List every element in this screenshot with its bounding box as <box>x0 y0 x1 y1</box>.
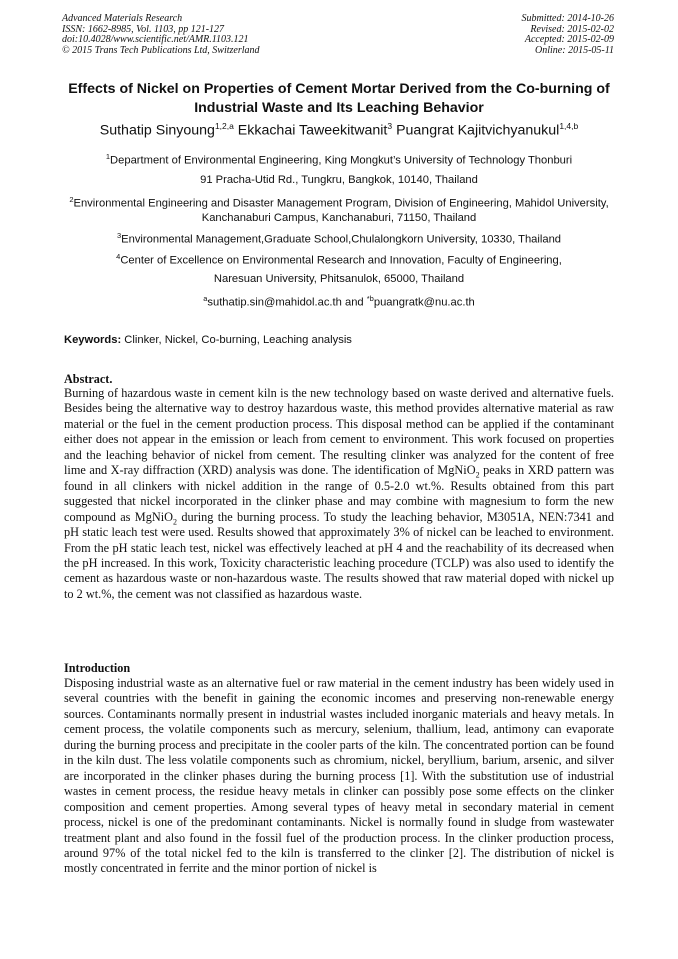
affiliation-1-address: 91 Pracha-Utid Rd., Tungkru, Bangkok, 10140, Thailand <box>200 174 478 186</box>
submitted-date: Submitted: 2014-10-26 <box>521 13 614 24</box>
affiliation-1: $^1$Department of Environmental Engineering, King Mongkut’s University of Technology Thonburi <box>105 152 573 167</box>
author-name: Puangrat Kajitvichyanukul <box>396 122 560 139</box>
email-link[interactable]: puangratk@nu.ac.th <box>373 296 475 309</box>
keywords-label: Keywords: <box>64 334 122 346</box>
doi-line: doi:10.4028/www.scientific.net/AMR.1103.121 <box>62 34 249 46</box>
online-date: Online: 2015-05-11 <box>535 44 614 56</box>
keywords <box>64 334 352 346</box>
abstract-text: Burning of hazardous waste in cement kiln is the new technology based on waste derived and alternative fuels. Besides being the alternative way to destroy hazardous waste, this method provides alternative material as raw material or the fuel in the cement production process. This disposal method can be applied if the contaminant either does not appear in the emission or leach from cement to environment. This work focused on properties and the leaching behavior of nickel from cement. The resulting clinker was analyzed for the content of free lime and X-ray diffraction (XRD) analysis was done. The identification of MgNiO$_2$ peaks in XRD pattern was found in all clinkers with nickel addition in the range of 0.5-2.0 wt.%. Results obtained from this part suggested that nickel incorporated in the clinker phase and may combine with magnesium to form the new compound as MgNiO$_2$ during the burning process. To study the leaching behavior, M3051A, NEN:7341 and pH static leach test were used. Results showed that approximately 3% of nickel can be leached to environment. From the pH static leach test, nickel was effectively leached at pH 4 and the reachability of its decreased when the pH increased. In this work, Toxicity characteristic leaching procedure (TCLP) was also used to identify the cement as hazardous waste or non-hazardous waste. The results showed that raw material doped with nickel up to 2 wt.%, the cement was not classified as hazardous waste. <box>64 386 614 601</box>
author-name: Suthatip Sinyoung <box>99 122 215 139</box>
publication-dates <box>522 14 615 56</box>
affiliation-2: $^2$Environmental Engineering and Disaster Management Program, Division of Engineering, Mahidol University, Kanchanaburi Campus, Kanchanaburi, 71150, Thailand <box>69 195 609 224</box>
author-affiliation-marker: 1,2,a <box>214 121 234 131</box>
revised-date: Revised: 2015-02-02 <box>530 23 614 35</box>
accepted-date: Accepted: 2015-02-09 <box>524 34 614 46</box>
author-list <box>40 121 638 139</box>
introduction-heading: Introduction <box>64 661 131 675</box>
email-link[interactable]: suthatip.sin@mahidol.ac.th <box>207 296 342 309</box>
paper-title: Effects of Nickel on Properties of Cement Mortar Derived from the Co-burning of Industrial Waste and Its Leaching Behavior <box>68 81 610 116</box>
affiliation-4-address: Naresuan University, Phitsanulok, 65000, Thailand <box>213 273 465 285</box>
author-affiliation-marker: 1,4,b <box>559 121 579 131</box>
introduction-text: Disposing industrial waste as an alternative fuel or raw material in the cement industry has been widely used in several countries with the benefit in gaining the economic incomes and preserving non-renewable energy sources. Contaminants normally present in industrial wastes included inorganic materials and heavy metals. In cement process, the volatile components such as mercury, selenium, thallium, lead, antimony can evaporate during the burning process and precipitate in the cooler parts of the kiln. The concentrated portion can be found in the kiln dust. The less volatile components such as chromium, nickel, beryllium, barium, arsenic, and silver are incorporated in the clinker phases during the burning process [1]. With the substitution use of industrial wastes in cement process, the residue heavy metals in clinker can possibly pose some effects on the clinker composition and cement properties. Among several types of heavy metal in secondary material in cement process, nickel is one of the predominant contaminants. Nickel is normally found in sludge from wastewater treatment plant and also found in the fossil fuel of the production process. In the clinker production process, around 97% of the total nickel fed to the kiln is transferred to the clinker [2]. The distribution of nickel is mostly concentrated in ferrite and the minor portion of nickel is <box>64 676 614 876</box>
copyright-line: © 2015 Trans Tech Publications Ltd, Switzerland <box>62 44 260 56</box>
author-affiliation-marker: 3 <box>387 121 393 131</box>
email-line: $^a$suthatip.sin@mahidol.ac.th and $^{*b}$puangratk@nu.ac.th <box>203 294 475 309</box>
journal-name: Advanced Materials Research <box>62 13 183 24</box>
author-name: Ekkachai Taweekitwanit <box>237 122 388 139</box>
issn-line: ISSN: 1662-8985, Vol. 1103, pp 121-127 <box>62 23 225 35</box>
keywords-text: Clinker, Nickel, Co-burning, Leaching analysis <box>121 334 352 346</box>
abstract-heading: Abstract. <box>64 372 113 386</box>
affiliation-3: $^3$Environmental Management,Graduate School,Chulalongkorn University, 10330, Thailand <box>116 231 562 246</box>
affiliation-4: $^4$Center of Excellence on Environmental Research and Innovation, Faculty of Engineering, <box>116 252 562 267</box>
journal-info <box>62 14 260 56</box>
